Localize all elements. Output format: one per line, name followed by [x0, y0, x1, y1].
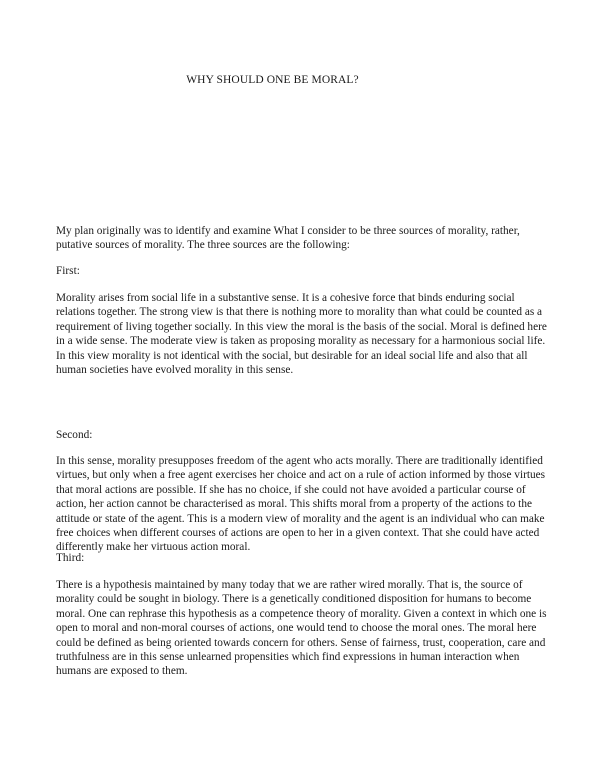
section-heading-third: Third:: [56, 552, 85, 564]
section-body-second: In this sense, morality presupposes freedom of the agent who acts morally. There are traditionally identified virtues, but only when a free agent exercises her choice and act on a rule of action informed by those virtues that moral actions are possible. If she has no choice, if she could not have avoided a particular course of action, her action cannot be characterised as moral. This shifts moral from a property of the actions to the attitude or state of the agent. This is a modern view of morality and the agent is an individual who can make free choices when different courses of actions are open to her in a given context. That she could have acted differently make her virtuous action moral.: [56, 455, 546, 554]
section-heading-first: First:: [56, 265, 80, 277]
section-body-third: There is a hypothesis maintained by many today that we are rather wired morally. That is, the source of morality could be sought in biology. There is a genetically conditioned disposition for humans to become moral. One can rephrase this hypothesis as a competence theory of morality. Given a context in which one is open to moral and non-moral courses of actions, one would tend to choose the moral ones. The moral here could be defined as being oriented towards concern for others. Sense of fairness, trust, cooperation, care and truthfulness are in this sense unlearned propensities which find expressions in human interaction when humans are exposed to them.: [56, 579, 547, 678]
section-body-first: Morality arises from social life in a substantive sense. It is a cohesive force that binds enduring social relations together. The strong view is that there is nothing more to morality than what could be counted as a requirement of living together socially. In this view the moral is the basis of the social. Moral is defined here in a wide sense. The moderate view is taken as proposing morality as necessary for a harmonious social life. In this view morality is not identical with the social, but desirable for an ideal social life and also that all human societies have evolved morality in this sense.: [56, 292, 547, 377]
section-heading-second: Second:: [56, 429, 93, 441]
intro-paragraph: My plan originally was to identify and examine What I consider to be three sources of morality, rather, putative sources of morality. The three sources are the following:: [56, 225, 520, 252]
document-title: WHY SHOULD ONE BE MORAL?: [186, 74, 359, 86]
